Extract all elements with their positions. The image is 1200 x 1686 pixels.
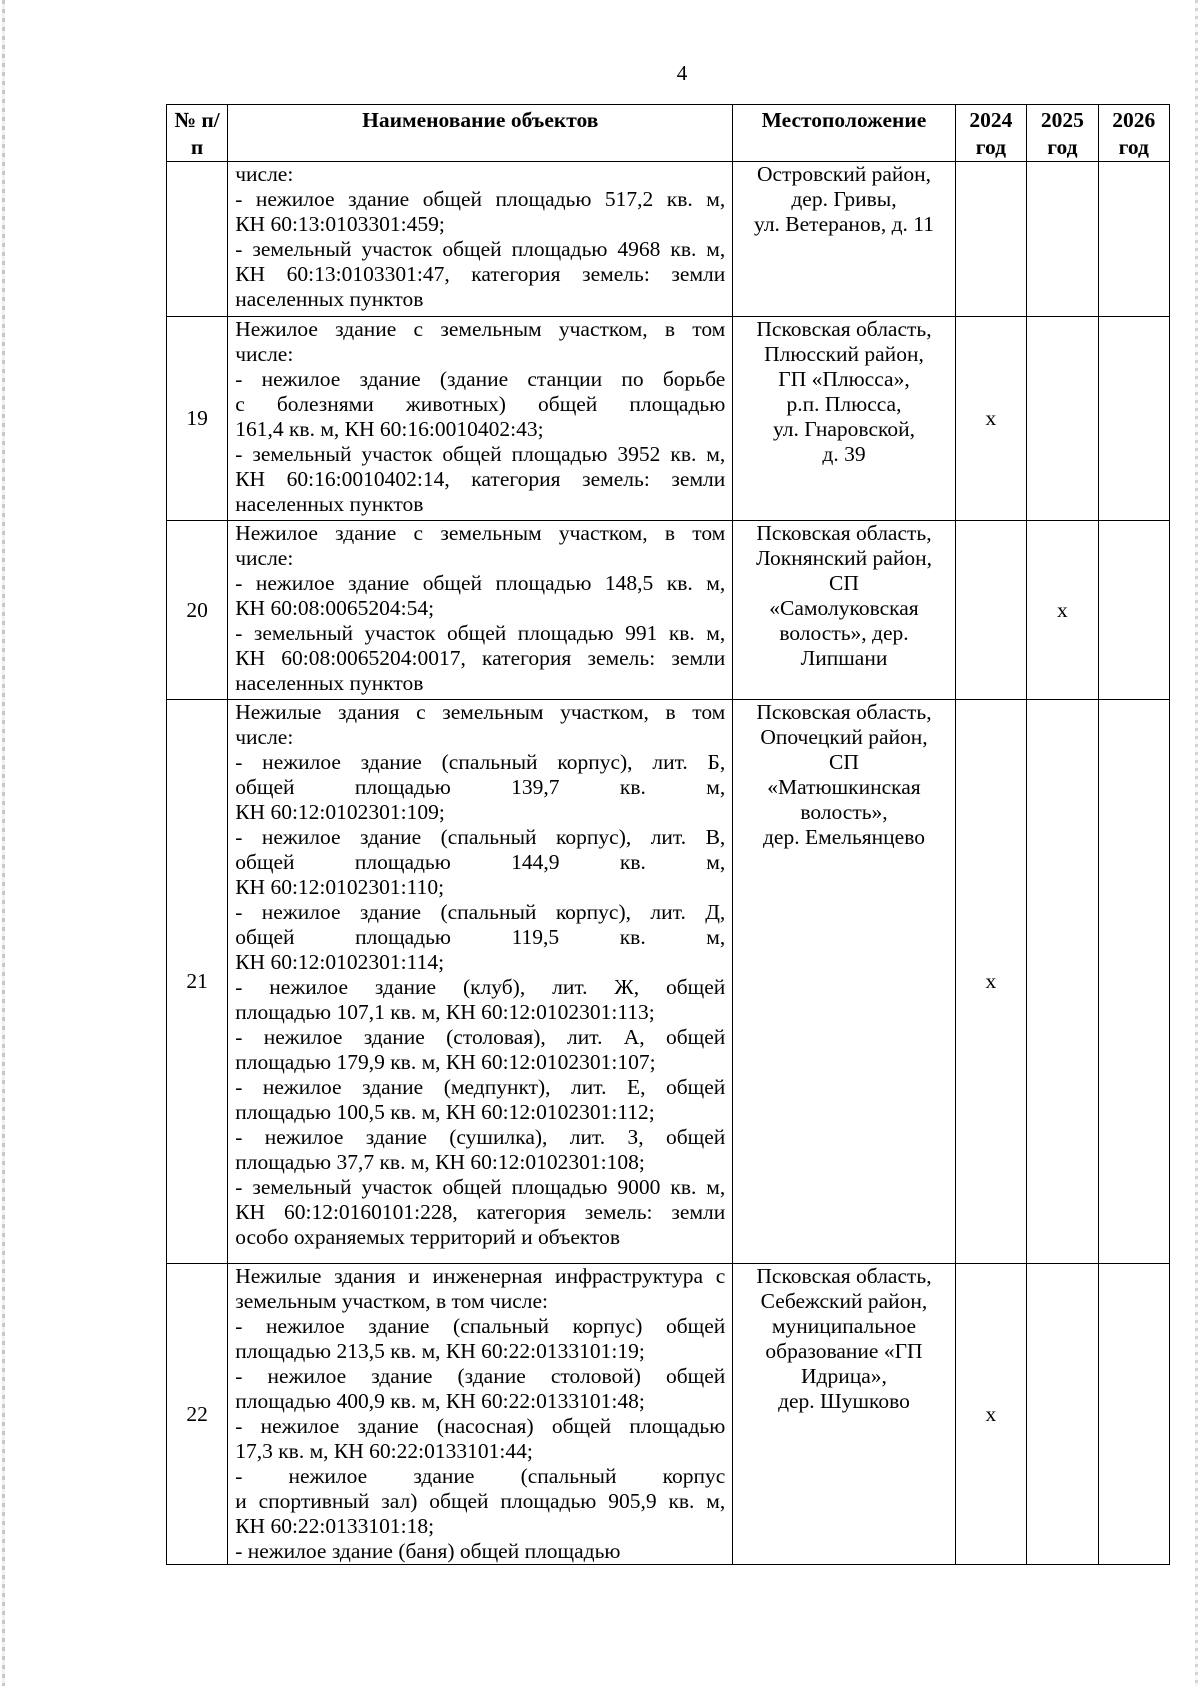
description-line: общей площадью 119,5 кв. м, <box>235 925 726 949</box>
object-description <box>228 521 733 700</box>
description-line: КН 60:12:0102301:110; <box>235 875 445 899</box>
header-num: № п/п <box>167 105 228 162</box>
row-number: 22 <box>167 1264 228 1565</box>
location-line: дер. Емельянцево <box>762 825 925 849</box>
description-line: - нежилое здание общей площадью 517,2 кв. м, <box>235 187 726 211</box>
object-location <box>733 1264 955 1565</box>
description-line: КН 60:22:0133101:18; <box>235 1514 435 1538</box>
location-line: ГП «Плюсса», <box>778 367 910 391</box>
description-line: населенных пунктов <box>235 671 424 695</box>
description-line: общей площадью 144,9 кв. м, <box>235 850 726 874</box>
location-line: «Матюшкинская <box>767 775 921 799</box>
object-description <box>228 317 733 521</box>
location-line: ул. Ветеранов, д. 11 <box>754 212 934 236</box>
table-row <box>167 521 1170 700</box>
description-line: - нежилое здание (здание станции по борьбе <box>235 367 726 391</box>
description-line: площадью 100,5 кв. м, КН 60:12:0102301:112; <box>235 1100 655 1124</box>
location-line: Псковская область, <box>756 700 932 724</box>
header-name: Наименование объектов <box>228 105 733 162</box>
location-line: Островский район, <box>756 162 932 186</box>
scan-edge-right <box>1195 0 1198 1686</box>
object-location <box>733 521 955 700</box>
description-line: - нежилое здание (спальный корпус <box>235 1464 726 1488</box>
mark-2026 <box>1098 162 1169 317</box>
description-line: площадью 179,9 кв. м, КН 60:12:0102301:107; <box>235 1050 656 1074</box>
location-line: ул. Гнаровской, <box>772 417 915 441</box>
mark-2026 <box>1098 317 1169 521</box>
location-line: р.п. Плюсса, <box>786 392 902 416</box>
description-line: особо охраняемых территорий и объектов <box>235 1225 621 1249</box>
header-location: Местоположение <box>733 105 955 162</box>
description-line: - нежилое здание (спальный корпус), лит. Б, <box>235 750 726 774</box>
object-location <box>733 162 955 317</box>
object-description <box>228 1264 733 1565</box>
mark-2026 <box>1098 700 1169 1264</box>
description-line: КН 60:12:0160101:228, категория земель: земли <box>235 1200 726 1224</box>
location-line: Плюсский район, <box>764 342 924 366</box>
location-line: Идрица», <box>801 1364 887 1388</box>
mark-2025 <box>1027 700 1098 1264</box>
description-line: - нежилое здание общей площадью 148,5 кв. м, <box>235 571 726 595</box>
description-line: - нежилое здание (спальный корпус), лит. В, <box>235 825 726 849</box>
table-row <box>167 1264 1170 1565</box>
location-line: муниципальное <box>771 1314 917 1338</box>
page-number: 4 <box>676 61 688 85</box>
location-line: Липшани <box>800 646 888 670</box>
location-line: д. 39 <box>822 442 866 466</box>
location-line: Псковская область, <box>756 317 932 341</box>
description-line: числе: <box>235 546 294 570</box>
description-line: КН 60:08:0065204:54; <box>235 596 435 620</box>
location-line: волость», дер. <box>779 621 909 645</box>
description-line: Нежилые здания и инженерная инфраструктура с <box>235 1264 726 1288</box>
description-line: 17,3 кв. м, КН 60:22:0133101:44; <box>235 1439 533 1463</box>
object-description <box>228 700 733 1264</box>
object-location <box>733 700 955 1264</box>
header-2026: 2026 год <box>1098 105 1169 162</box>
description-line: - земельный участок общей площадью 4968 кв. м, <box>235 237 726 261</box>
header-2024: 2024 год <box>955 105 1026 162</box>
description-line: КН 60:13:0103301:47, категория земель: земли <box>235 262 726 286</box>
location-line: Псковская область, <box>756 521 932 545</box>
table-row <box>167 317 1170 521</box>
row-number: 20 <box>167 521 228 700</box>
description-line: общей площадью 139,7 кв. м, <box>235 775 726 799</box>
mark-2024 <box>955 521 1026 700</box>
description-line: числе: <box>235 162 294 186</box>
mark-2026 <box>1098 1264 1169 1565</box>
mark-2025: х <box>1027 521 1098 700</box>
description-line: площадью 107,1 кв. м, КН 60:12:0102301:113; <box>235 1000 655 1024</box>
object-location <box>733 317 955 521</box>
row-number <box>167 162 228 317</box>
location-line: Локнянский район, <box>756 546 932 570</box>
description-line: площадью 400,9 кв. м, КН 60:22:0133101:48; <box>235 1389 645 1413</box>
description-line: 161,4 кв. м, КН 60:16:0010402:43; <box>235 417 544 441</box>
description-line: - нежилое здание (медпункт), лит. Е, общей <box>235 1075 726 1099</box>
description-line: Нежилое здание с земельным участком, в том <box>235 317 726 341</box>
object-description <box>228 162 733 317</box>
description-line: земельным участком, в том числе: <box>235 1289 549 1313</box>
location-line: волость», <box>800 800 888 824</box>
description-line: КН 60:12:0102301:109; <box>235 800 445 824</box>
description-line: - земельный участок общей площадью 9000 кв. м, <box>235 1175 726 1199</box>
description-line: числе: <box>235 725 294 749</box>
description-line: Нежилое здание с земельным участком, в том <box>235 521 726 545</box>
description-line: - нежилое здание (сушилка), лит. З, общей <box>235 1125 726 1149</box>
description-line: и спортивный зал) общей площадью 905,9 кв. м, <box>235 1489 726 1513</box>
table-row <box>167 162 1170 317</box>
table-header-row <box>167 105 1170 162</box>
location-line: дер. Шушково <box>778 1389 910 1413</box>
mark-2024: х <box>955 1264 1026 1565</box>
description-line: площадью 37,7 кв. м, КН 60:12:0102301:108; <box>235 1150 645 1174</box>
description-line: - земельный участок общей площадью 991 кв. м, <box>235 621 726 645</box>
description-line: - нежилое здание (насосная) общей площадью <box>235 1414 726 1438</box>
description-line: Нежилые здания с земельным участком, в том <box>235 700 726 724</box>
description-line: КН 60:08:0065204:0017, категория земель: земли <box>235 646 726 670</box>
mark-2024 <box>955 162 1026 317</box>
location-line: Псковская область, <box>756 1264 932 1288</box>
mark-2024: х <box>955 317 1026 521</box>
location-line: образование «ГП <box>765 1339 923 1363</box>
location-line: Опочецкий район, <box>760 725 928 749</box>
description-line: КН 60:12:0102301:114; <box>235 950 445 974</box>
objects-table <box>166 104 1170 1565</box>
description-line: числе: <box>235 342 294 366</box>
row-number: 21 <box>167 700 228 1264</box>
description-line: населенных пунктов <box>235 492 424 516</box>
description-line: с болезнями животных) общей площадью <box>235 392 726 416</box>
description-line: - нежилое здание (клуб), лит. Ж, общей <box>235 975 726 999</box>
description-line: площадью 213,5 кв. м, КН 60:22:0133101:19; <box>235 1339 645 1363</box>
location-line: СП <box>829 750 859 774</box>
description-line: - нежилое здание (спальный корпус), лит. Д, <box>235 900 726 924</box>
mark-2026 <box>1098 521 1169 700</box>
description-line: - земельный участок общей площадью 3952 кв. м, <box>235 442 726 466</box>
scan-edge-left <box>2 0 5 1686</box>
location-line: Себежский район, <box>760 1289 928 1313</box>
description-line: населенных пунктов <box>235 287 424 311</box>
location-line: дер. Гривы, <box>791 187 897 211</box>
mark-2025 <box>1027 1264 1098 1565</box>
header-2025: 2025 год <box>1027 105 1098 162</box>
location-line: СП <box>829 571 859 595</box>
description-line: КН 60:13:0103301:459; <box>235 212 445 236</box>
description-line: - нежилое здание (здание столовой) общей <box>235 1364 726 1388</box>
mark-2025 <box>1027 317 1098 521</box>
description-line: - нежилое здание (столовая), лит. А, общей <box>235 1025 726 1049</box>
description-line: - нежилое здание (спальный корпус) общей <box>235 1314 726 1338</box>
row-number: 19 <box>167 317 228 521</box>
mark-2025 <box>1027 162 1098 317</box>
description-line: КН 60:16:0010402:14, категория земель: земли <box>235 467 726 491</box>
location-line: «Самолуковская <box>769 596 919 620</box>
description-line: - нежилое здание (баня) общей площадью <box>235 1539 621 1563</box>
mark-2024: х <box>955 700 1026 1264</box>
table-row <box>167 700 1170 1264</box>
